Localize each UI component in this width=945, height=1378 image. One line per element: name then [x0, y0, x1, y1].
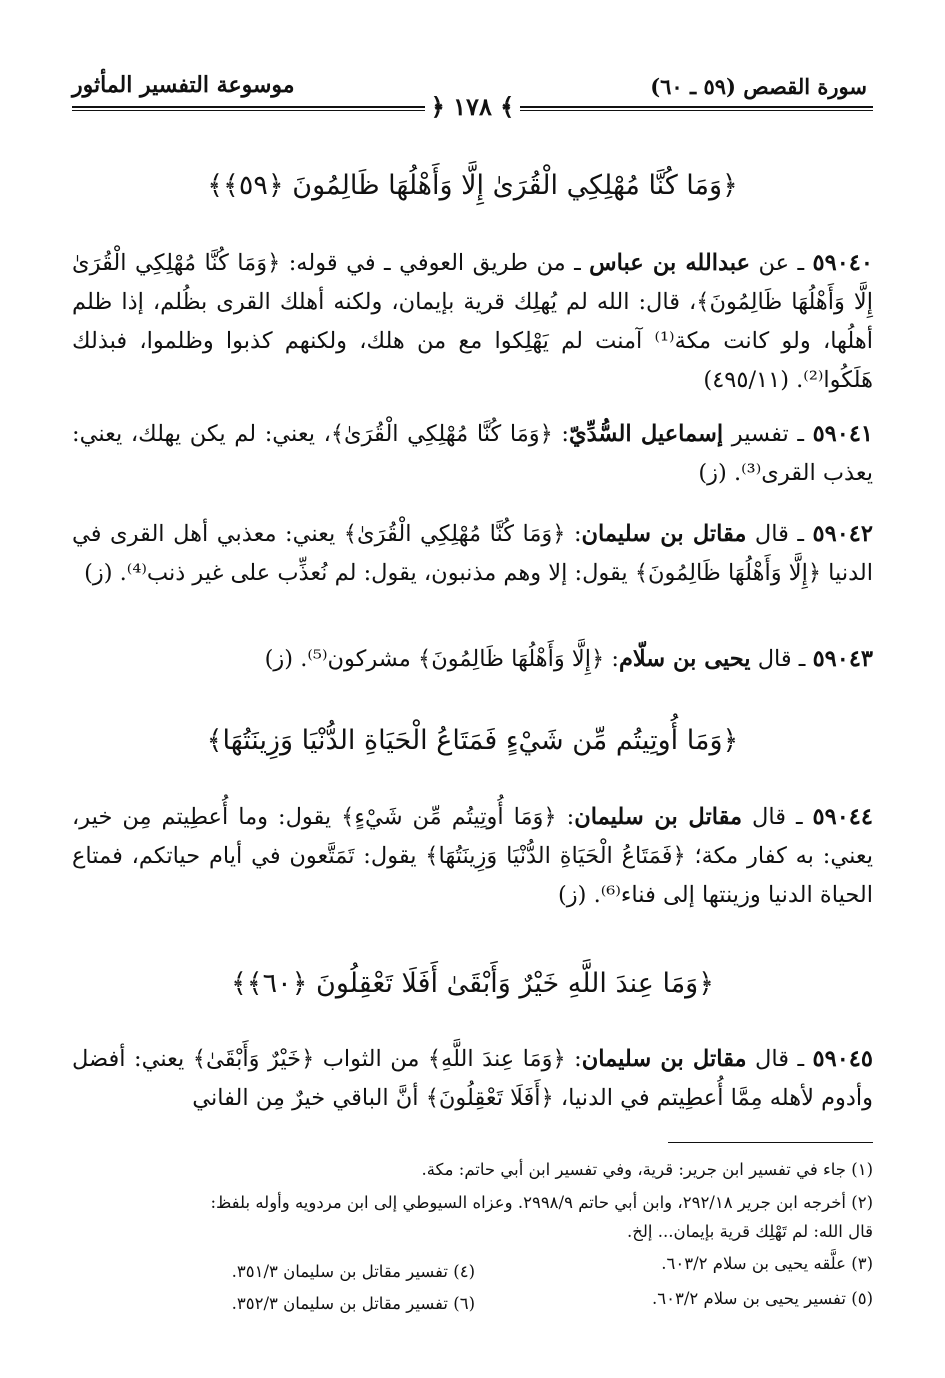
entry-text: : ﴿وَمَا أُوتِيتُم مِّن شَيْءٍ﴾ يقول: وما أُعطِيتم مِن خير، يعني: به كفار مكة؛ ﴿فَمَتَاعُ الْحَيَاةِ الدُّنْيَا وَزِينَتُهَا﴾ يقول: تَمَتَّعون في أيام حياتكم، فمتاع الحياة الدنيا وزينتها إلى فناء⁽⁶⁾. (ز) [72, 804, 873, 908]
footnote-2: (٢) أخرجه ابن جرير ٢٩٢/١٨، وابن أبي حاتم ٢٩٩٨/٩. وعزاه السيوطي إلى ابن مردويه وأوله بلفظ: [210, 1193, 873, 1212]
entry-number: ٥٩٠٤٥ [812, 1046, 873, 1072]
footnote-5: (٥) تفسير يحيى بن سلام ٦٠٣/٢. [652, 1289, 873, 1308]
entry-text: : ﴿وَمَا عِندَ اللَّهِ﴾ من الثواب ﴿خَيْرٌ وَأَبْقَىٰ﴾ يعني: أفضل وأدوم لأهله مِمَّا أُعطِيتم في الدنيا، ﴿أَفَلَا تَعْقِلُونَ﴾ أنَّ الباقي خيرٌ مِن الفاني [72, 1046, 873, 1111]
entry-text: ـ من طريق العوفي ـ في قوله: ﴿وَمَا كُنَّا مُهْلِكِي الْقُرَىٰ إِلَّا وَأَهْلُهَا ظَالِمُونَ﴾، قال: الله لم يُهلِك قرية بإيمان، ولكنه أهلك القرى بظُلم، إذا ظلم أهلُها، ولو كانت مكة⁽¹⁾ آمنت لم يَهْلِكوا مع من هلك، ولكنهم كذبوا وظلموا، فبذلك هَلَكُوا⁽²⁾. (٤٩٥/١١) [72, 250, 873, 393]
entry-text: : ﴿وَمَا كُنَّا مُهْلِكِي الْقُرَىٰ﴾، يعني: لم يكن يهلك، يعني: يعذب القرى⁽³⁾. (ز) [72, 421, 873, 486]
narrator-name: مقاتل بن سليمان [581, 521, 747, 547]
verse-heading-60a: ﴿وَمَا أُوتِيتُم مِّن شَيْءٍ فَمَتَاعُ الْحَيَاةِ الدُّنْيَا وَزِينَتُهَا﴾ [206, 725, 739, 756]
entry-lead: ـ قال [742, 804, 813, 830]
hadith-entry [72, 244, 873, 400]
hadith-entry [72, 415, 873, 493]
book-running-title: موسوعة التفسير المأثور [72, 72, 295, 98]
entry-text: : ﴿إِلَّا وَأَهْلُهَا ظَالِمُونَ﴾ مشركون⁽⁵⁾. (ز) [264, 646, 619, 672]
entry-lead: ـ قال [746, 1046, 813, 1072]
verse-heading-59: ﴿وَمَا كُنَّا مُهْلِكِي الْقُرَىٰ إِلَّا وَأَهْلُهَا ظَالِمُونَ ﴿٥٩﴾﴾ [207, 170, 738, 201]
surah-running-title: سورة القصص (٥٩ ـ ٦٠) [650, 74, 867, 99]
page-number-text: ﴿ ١٧٨ ﴾ [425, 92, 521, 121]
narrator-name: مقاتل بن سليمان [581, 1046, 747, 1072]
hadith-entry [72, 640, 873, 679]
footnote-6: (٦) تفسير مقاتل بن سليمان ٣٥٢/٣. [231, 1294, 475, 1313]
hadith-entry [72, 798, 873, 915]
entry-text: : ﴿وَمَا كُنَّا مُهْلِكِي الْقُرَىٰ﴾ يعني: معذبي أهل القرى في الدنيا ﴿إِلَّا وَأَهْلُهَا ظَالِمُونَ﴾ يقول: إلا وهم مذنبون، يقول: لم نُعذِّب على غير ذنب⁽⁴⁾. (ز) [72, 521, 873, 586]
entry-lead: ـ قال [750, 646, 813, 672]
narrator-name: عبدالله بن عباس [589, 250, 751, 276]
hadith-entry [72, 1040, 873, 1118]
entry-number: ٥٩٠٤٢ [812, 521, 873, 547]
entry-number: ٥٩٠٤١ [812, 421, 873, 447]
entry-number: ٥٩٠٤٣ [812, 646, 873, 672]
page-number [0, 92, 945, 121]
footnote-3: (٣) علَّقه يحيى بن سلام ٦٠٣/٢. [661, 1254, 873, 1273]
hadith-entry [72, 515, 873, 593]
footnote-1: (١) جاء في تفسير ابن جرير: قرية، وفي تفسير ابن أبي حاتم: مكة. [421, 1160, 873, 1179]
entry-number: ٥٩٠٤٠ [812, 250, 873, 276]
footnote-4: (٤) تفسير مقاتل بن سليمان ٣٥١/٣. [231, 1262, 475, 1281]
entry-lead: ـ عن [750, 250, 813, 276]
entry-number: ٥٩٠٤٤ [812, 804, 873, 830]
entry-lead: ـ تفسير [723, 421, 813, 447]
entry-lead: ـ قال [746, 521, 813, 547]
narrator-name: إسماعيل السُّدِّيّ [569, 421, 724, 447]
footnote-2-continued: قال الله: لم تَهْلِك قرية بإيمان... إلخ. [627, 1222, 873, 1241]
narrator-name: مقاتل بن سليمان [574, 804, 742, 830]
narrator-name: يحيى بن سلّام [618, 646, 751, 672]
footnote-separator [668, 1142, 873, 1143]
verse-heading-60b: ﴿وَمَا عِندَ اللَّهِ خَيْرٌ وَأَبْقَىٰ أَفَلَا تَعْقِلُونَ ﴿٦٠﴾﴾ [230, 968, 715, 999]
